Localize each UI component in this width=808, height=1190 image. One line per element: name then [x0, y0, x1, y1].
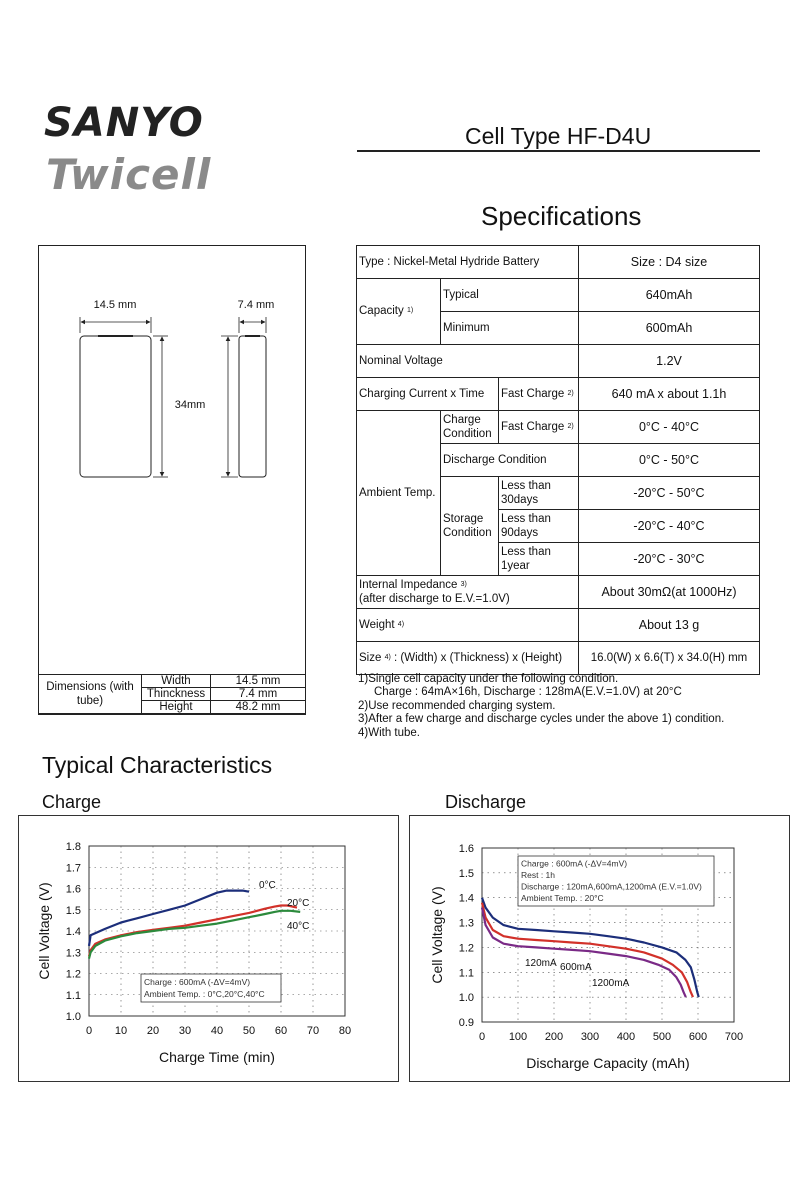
note-3: 3)After a few charge and discharge cycles under the above 1) condition.	[358, 713, 725, 726]
dimensions-label: Dimensions (with tube)	[39, 675, 142, 714]
cell-side-view	[239, 336, 266, 477]
thickness-dimension-label: 7.4 mm	[237, 299, 275, 311]
series-label: 120mA	[525, 958, 557, 969]
minimum-value: 600mAh	[579, 312, 760, 345]
y-tick-label: 1.3	[65, 947, 81, 960]
charge-condition-label: Charge Condition	[441, 411, 499, 444]
x-tick-label: 10	[114, 1025, 128, 1037]
size-cell: Size : D4 size	[579, 246, 760, 279]
x-tick-label: 70	[306, 1025, 320, 1037]
size-row-cell	[357, 642, 579, 675]
impedance-value: About 30mΩ(at 1000Hz)	[579, 576, 760, 609]
y-tick-label: 1.4	[458, 892, 474, 905]
x-tick-label: 200	[544, 1031, 564, 1043]
series-label: 20°C	[287, 898, 310, 909]
x-axis-label: Charge Time (min)	[159, 1049, 275, 1065]
y-tick-label: 1.5	[458, 867, 474, 880]
discharge-chart-frame	[409, 815, 790, 1082]
dim-thickness-name: Thinckness	[142, 688, 211, 701]
y-tick-label: 1.2	[65, 968, 81, 981]
x-tick-label: 500	[652, 1031, 672, 1043]
x-tick-label: 300	[580, 1031, 600, 1043]
sanyo-logo: SANYO	[44, 100, 204, 146]
x-tick-label: 600	[688, 1031, 708, 1043]
capacity-ref: 1)	[406, 307, 414, 315]
x-tick-label: 100	[508, 1031, 528, 1043]
dim-height-value: 48.2 mm	[211, 701, 306, 714]
y-tick-label: 0.9	[458, 1017, 474, 1029]
ambient-temp-label: Ambient Temp.	[357, 411, 441, 576]
less-1year-label: Less than 1year	[499, 543, 579, 576]
weight-ref: 4)	[397, 620, 405, 628]
typical-characteristics-heading: Typical Characteristics	[42, 752, 273, 778]
specifications-table	[356, 245, 760, 675]
charge-heading: Charge	[42, 792, 102, 812]
impedance-sub: (after discharge to E.V.=1.0V)	[359, 593, 510, 606]
y-tick-label: 1.6	[458, 843, 474, 855]
y-tick-label: 1.0	[65, 1011, 81, 1023]
y-tick-label: 1.6	[65, 883, 81, 896]
capacity-label: Capacity	[359, 305, 404, 318]
y-axis-label: Cell Voltage (V)	[36, 882, 52, 980]
weight-label: Weight	[359, 619, 395, 632]
annotation-line: Rest : 1h	[521, 870, 556, 880]
note-4: 4)With tube.	[358, 726, 420, 739]
charge-chart-frame	[18, 815, 399, 1082]
type-cell: Type : Nickel-Metal Hydride Battery	[357, 246, 579, 279]
dimension-drawing	[38, 245, 306, 675]
storage-condition-label: Storage Condition	[441, 477, 499, 576]
charge-fast-charge-ref: 2)	[567, 422, 574, 430]
footnotes	[358, 673, 724, 740]
y-tick-label: 1.8	[65, 841, 81, 853]
charge-condition-value: 0°C - 40°C	[579, 411, 760, 444]
less-90days-label: Less than 90days	[499, 510, 579, 543]
annotation-line: Discharge : 120mA,600mA,1200mA (E.V.=1.0V)	[521, 881, 702, 892]
cell-type-title: Cell Type HF-D4U	[465, 123, 652, 149]
x-tick-label: 0	[85, 1025, 93, 1037]
y-tick-label: 1.7	[65, 862, 81, 875]
fast-charge-label: Fast Charge	[501, 388, 565, 401]
discharge-chart	[410, 816, 789, 1081]
specifications-title: Specifications	[481, 201, 642, 231]
discharge-condition-label: Discharge Condition	[441, 444, 579, 477]
x-tick-label: 40	[210, 1025, 224, 1037]
less-1year-value: -20°C - 30°C	[579, 543, 760, 576]
typical-label: Typical	[441, 279, 579, 312]
note-1: 1)Single cell capacity under the following condition.	[358, 673, 619, 685]
annotation-line: Ambient Temp. : 0°C,20°C,40°C	[144, 989, 265, 999]
x-tick-label: 80	[338, 1025, 352, 1037]
size-row-label: Size	[359, 652, 382, 665]
typical-value: 640mAh	[579, 279, 760, 312]
charging-current-value: 640 mA x about 1.1h	[579, 378, 760, 411]
dimensions-table	[38, 674, 306, 714]
impedance-ref: 3)	[460, 580, 467, 588]
less-30days-value: -20°C - 50°C	[579, 477, 760, 510]
size-row-text: : (Width) x (Thickness) x (Height)	[394, 652, 563, 665]
x-tick-label: 400	[616, 1031, 636, 1043]
series-label: 40°C	[287, 921, 310, 932]
dim-width-name: Width	[142, 675, 211, 688]
x-tick-label: 60	[274, 1025, 288, 1037]
internal-impedance-cell	[357, 576, 579, 609]
size-row-value: 16.0(W) x 6.6(T) x 34.0(H) mm	[579, 642, 760, 675]
nominal-voltage-value: 1.2V	[579, 345, 760, 378]
y-tick-label: 1.2	[458, 942, 474, 955]
series-label: 1200mA	[592, 978, 630, 989]
x-tick-label: 50	[242, 1025, 256, 1037]
charging-current-label: Charging Current x Time	[357, 378, 499, 411]
less-30days-label: Less than 30days	[499, 477, 579, 510]
x-tick-label: 0	[478, 1031, 486, 1043]
size-row-ref: 4)	[384, 653, 391, 661]
impedance-label: Internal Impedance	[359, 579, 458, 592]
note-2: 2)Use recommended charging system.	[358, 699, 556, 712]
annotation-line: Charge : 600mA (-ΔV=4mV)	[521, 858, 628, 869]
charge-chart	[19, 816, 398, 1081]
x-tick-label: 30	[178, 1025, 192, 1037]
x-axis-label: Discharge Capacity (mAh)	[526, 1055, 690, 1071]
y-tick-label: 1.5	[65, 904, 81, 917]
y-tick-label: 1.4	[65, 926, 81, 938]
series-label: 600mA	[560, 962, 592, 973]
annotation-line: Ambient Temp. : 20°C	[521, 893, 604, 903]
y-tick-label: 1.1	[458, 967, 474, 980]
capacity-label-cell	[357, 279, 441, 345]
charge-fast-charge-label: Fast Charge	[501, 421, 565, 434]
x-tick-label: 700	[724, 1031, 744, 1043]
less-90days-value: -20°C - 40°C	[579, 510, 760, 543]
weight-value: About 13 g	[579, 609, 760, 642]
dim-thickness-value: 7.4 mm	[211, 688, 306, 701]
dim-height-name: Height	[142, 701, 211, 714]
note-1-detail: Charge : 64mA×16h, Discharge : 128mA(E.V.=1.0V) at 20°C	[374, 686, 682, 699]
discharge-condition-value: 0°C - 50°C	[579, 444, 760, 477]
y-tick-label: 1.3	[458, 917, 474, 930]
width-dimension-label: 14.5 mm	[93, 299, 137, 311]
y-axis-label: Cell Voltage (V)	[429, 886, 445, 984]
dim-width-value: 14.5 mm	[211, 675, 306, 688]
title-divider	[357, 150, 760, 152]
y-tick-label: 1.0	[458, 992, 474, 1005]
weight-label-cell	[357, 609, 579, 642]
twicell-logo: Twicell	[46, 150, 212, 199]
discharge-heading: Discharge	[445, 792, 527, 812]
cell-front-view	[80, 336, 151, 477]
charge-fast-charge-cell	[499, 411, 579, 444]
x-tick-label: 20	[146, 1025, 160, 1037]
height-dimension-label: 34mm	[174, 399, 206, 411]
annotation-line: Charge : 600mA (-ΔV=4mV)	[144, 977, 251, 987]
fast-charge-label-cell	[499, 378, 579, 411]
y-tick-label: 1.1	[65, 989, 81, 1002]
fast-charge-ref: 2)	[567, 389, 574, 397]
minimum-label: Minimum	[441, 312, 579, 345]
nominal-voltage-label: Nominal Voltage	[357, 345, 579, 378]
series-label: 0°C	[259, 880, 276, 891]
